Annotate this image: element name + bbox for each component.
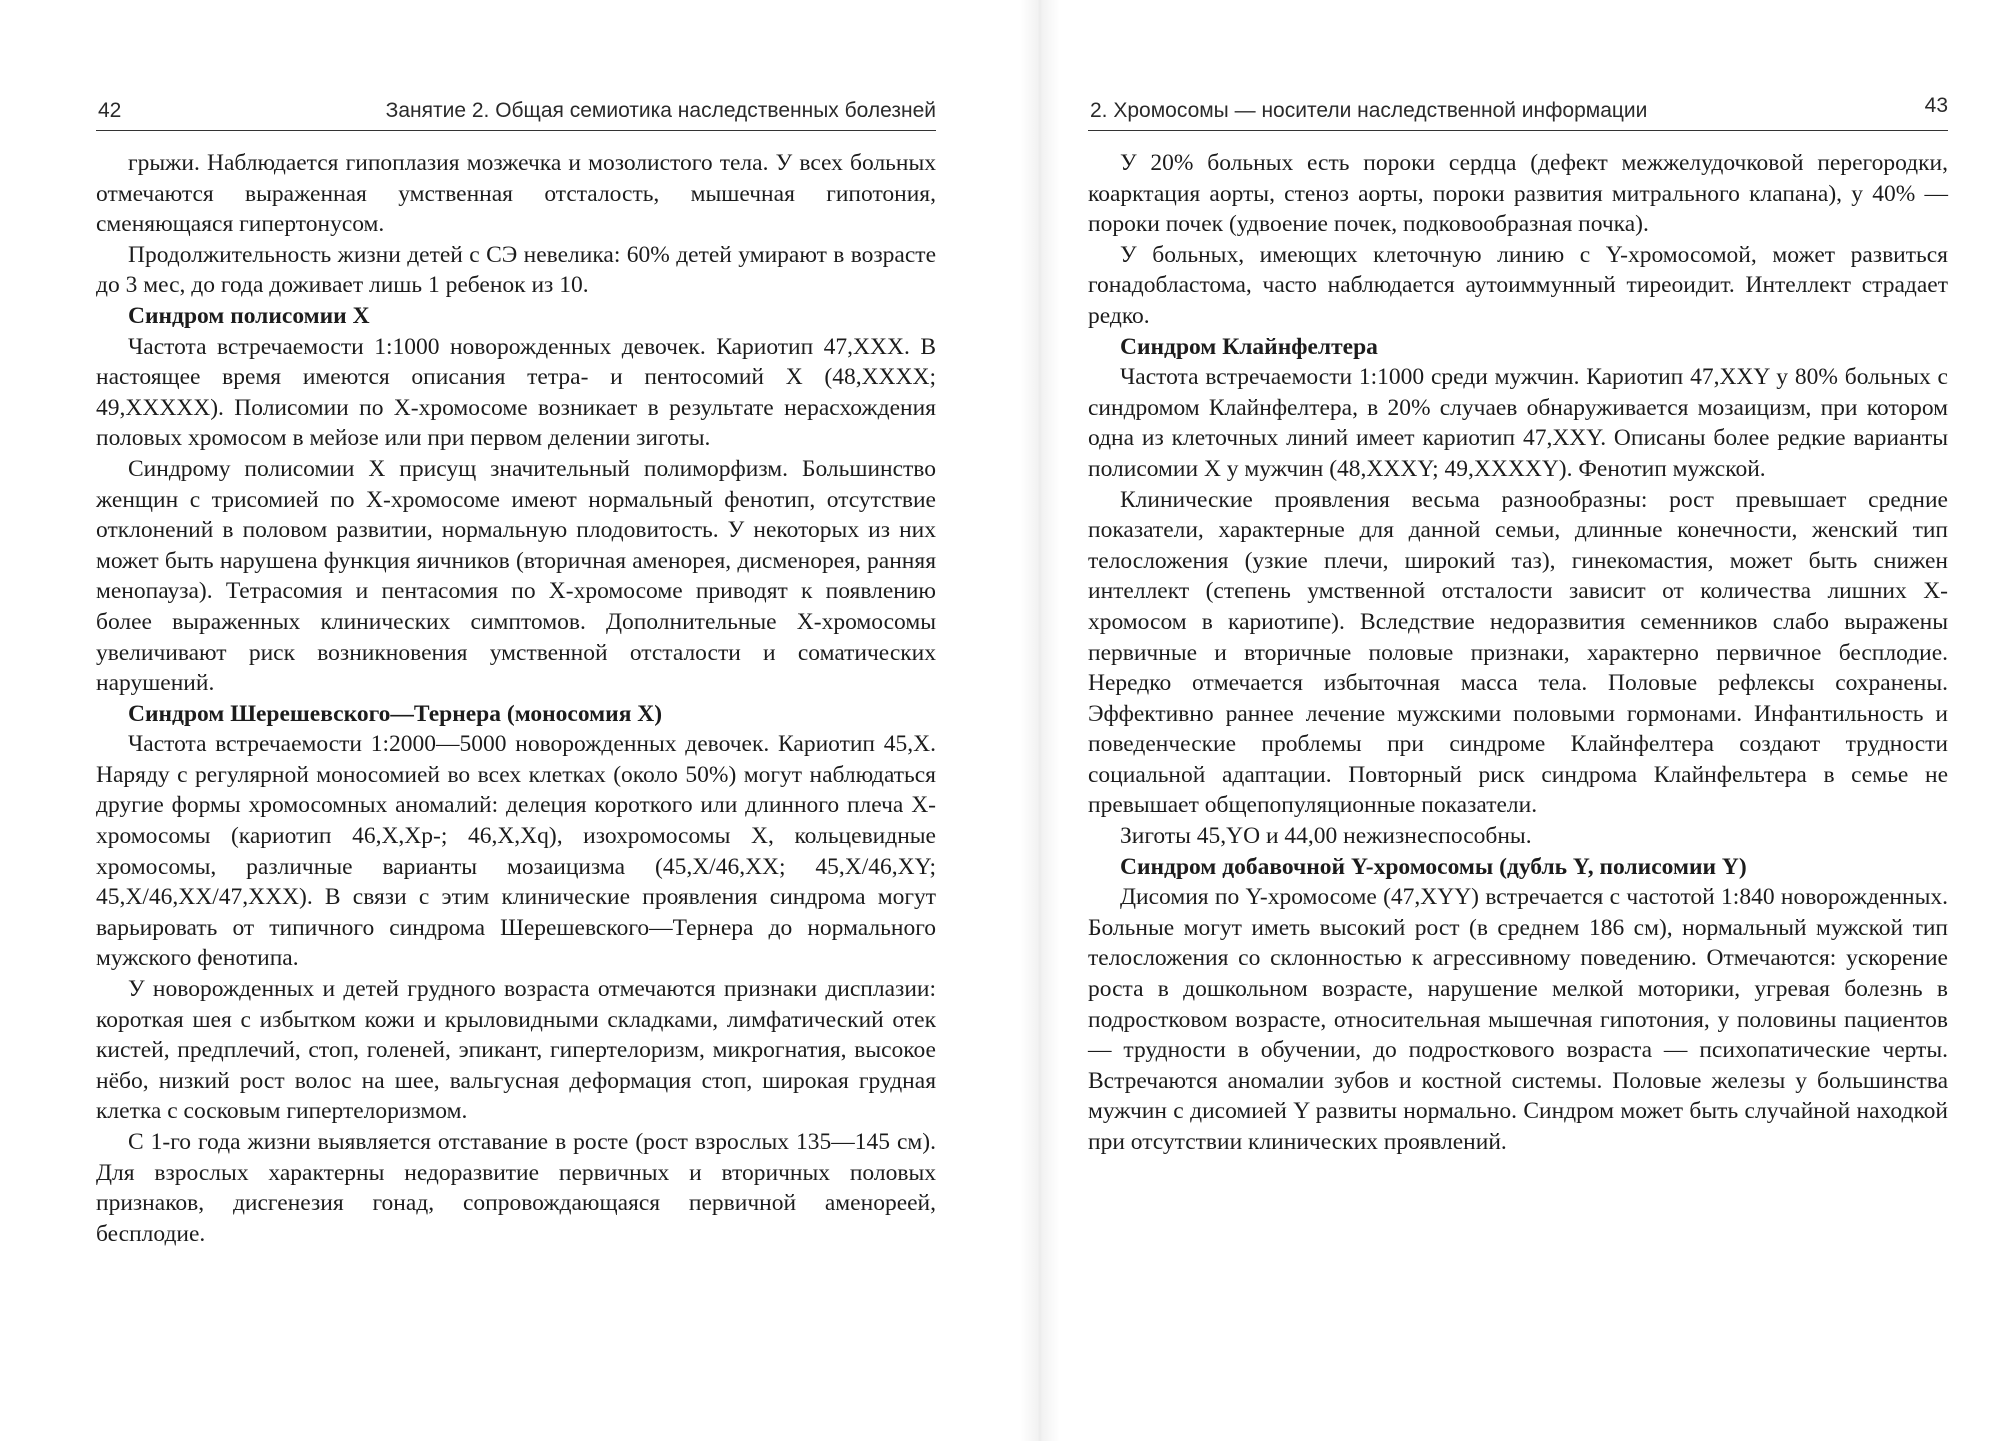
paragraph: Зиготы 45,YO и 44,00 нежизнеспособны. [1120, 823, 1532, 850]
section-heading: Синдром полисомии X [128, 302, 370, 329]
right-page-number: 43 [1924, 94, 1948, 117]
left-running-header [96, 96, 936, 131]
section-heading: Синдром Клайнфелтера [1120, 333, 1378, 360]
paragraph: грыжи. Наблюдается гипоплазия мозжечка и мозолистого тела. У всех больных отмечаются выраженная умственная отсталость, мышечная гипотония, сменяющаяся гипертонусом. [96, 150, 936, 238]
left-running-head-title: Занятие 2. Общая семиотика наследственных болезней [385, 99, 936, 122]
paragraph: Синдрому полисомии X присущ значительный полиморфизм. Большинство женщин с трисомией по X-хромосоме имеют нормальный фенотип, отсутствие отклонений в половом развитии, нормальную плодовитость. У некоторых из них может быть нарушена функция яичников (вторичная аменорея, дисменорея, ранняя менопауза). Тетрасомия и пентасомия по X-хромосоме приводят к появлению более выраженных клинических симптомов. Дополнительные X-хромосомы увеличивают риск возникновения умственной отсталости и соматических нарушений. [96, 455, 936, 697]
paragraph: У новорожденных и детей грудного возраста отмечаются признаки дисплазии: короткая шея с избытком кожи и крыловидными складками, лимфатический отек кистей, предплечий, стоп, голеней, эпикант, гипертелоризм, микрогнатия, высокое нёбо, низкий рост волос на шее, вальгусная деформация стоп, широкая грудная клетка с сосковым гипертелоризмом. [96, 976, 936, 1125]
left-page-number: 42 [98, 99, 122, 122]
left-page-body [96, 148, 936, 1249]
paragraph: У больных, имеющих клеточную линию с Y-хромосомой, может развиться гонадобластома, часто наблюдается аутоиммунный тиреоидит. Интеллект страдает редко. [1088, 241, 1948, 329]
section-heading: Синдром добавочной Y-хромосомы (дубль Y, полисомии Y) [1120, 853, 1747, 880]
right-page-body [1088, 148, 1948, 1158]
paragraph: Продолжительность жизни детей с СЭ невелика: 60% детей умирают в возрасте до 3 мес, до года доживает лишь 1 ребенок из 10. [96, 241, 936, 299]
paragraph: Частота встречаемости 1:1000 новорожденных девочек. Кариотип 47,XXX. В настоящее время имеются описания тетра- и пентосомий X (48,XXXX; 49,XXXXX). Полисомии по X-хромосоме возникает в результате нерасхождения половых хромосом в мейозе или при первом делении зиготы. [96, 333, 936, 452]
section-heading: Синдром Шерешевского—Тернера (моносомия X) [128, 700, 663, 727]
right-running-head-title: 2. Хромосомы — носители наследственной информации [1090, 99, 1648, 122]
paragraph: С 1-го года жизни выявляется отставание в росте (рост взрослых 135—145 см). Для взрослых характерны недоразвитие первичных и вторичных половых признаков, дисгенезия гонад, сопровождающаяся первичной аменореей, бесплодие. [96, 1129, 936, 1247]
page-gutter [1020, 0, 1060, 1441]
paragraph: Клинические проявления весьма разнообразны: рост превышает средние показатели, характерные для данной семьи, длинные конечности, женский тип телосложения (узкие плечи, широкий таз), гинекомастия, может быть снижен интеллект (степень умственной отсталости зависит от количества лишних X-хромосом в кариотипе). Вследствие недоразвития семенников слабо выражены первичные и вторичные половые признаки, характерно первичное бесплодие. Нередко отмечается избыточная масса тела. Половые рефлексы сохранены. Эффективно раннее лечение мужскими половыми гормонами. Инфантильность и поведенческие проблемы при синдроме Клайнфелтера создают трудности социальной адаптации. Повторный риск синдрома Клайнфельтера в семье не превышает общепопуляционные показатели. [1088, 486, 1948, 819]
paragraph: У 20% больных есть пороки сердца (дефект межжелудочковой перегородки, коарктация аорты, стеноз аорты, пороки развития митрального клапана), у 40% — пороки почек (удвоение почек, подковообразная почка). [1088, 150, 1948, 238]
paragraph: Частота встречаемости 1:2000—5000 новорожденных девочек. Кариотип 45,X. Наряду с регулярной моносомией во всех клетках (около 50%) могут наблюдаться другие формы хромосомных аномалий: делеция короткого или длинного плеча X-хромосомы (кариотип 46,X,Xp-; 46,X,Xq), изохромосомы X, кольцевидные хромосомы, различные варианты мозаицизма (45,X/46,XX; 45,X/46,XY; 45,X/46,XX/47,XXX). В связи с этим клинические проявления синдрома могут варьировать от типичного синдрома Шерешевского—Тернера до нормального мужского фенотипа. [96, 731, 936, 972]
paragraph: Дисомия по Y-хромосоме (47,XYY) встречается с частотой 1:840 новорожденных. Больные могут иметь высокий рост (в среднем 186 см), нормальный мужской тип телосложения со склонностью к агрессивному поведению. Отмечаются: ускорение роста в дошкольном возрасте, нарушение мелкой моторики, угревая болезнь в подростковом возрасте, относительная мышечная гипотония, у половины пациентов — трудности в обучении, до подросткового возраста — психопатические черты. Встречаются аномалии зубов и костной системы. Половые железы у большинства мужчин с дисомией Y развиты нормально. Синдром может быть случайной находкой при отсутствии клинических проявлений. [1088, 884, 1948, 1155]
paragraph: Частота встречаемости 1:1000 среди мужчин. Кариотип 47,XXY у 80% больных с синдромом Клайнфелтера, в 20% случаев обнаруживается мозаицизм, при котором одна из клеточных линий имеет кариотип 47,XXY. Описаны более редкие варианты полисомии X у мужчин (48,XXXY; 49,XXXXY). Фенотип мужской. [1088, 364, 1948, 482]
right-running-header [1088, 96, 1948, 131]
